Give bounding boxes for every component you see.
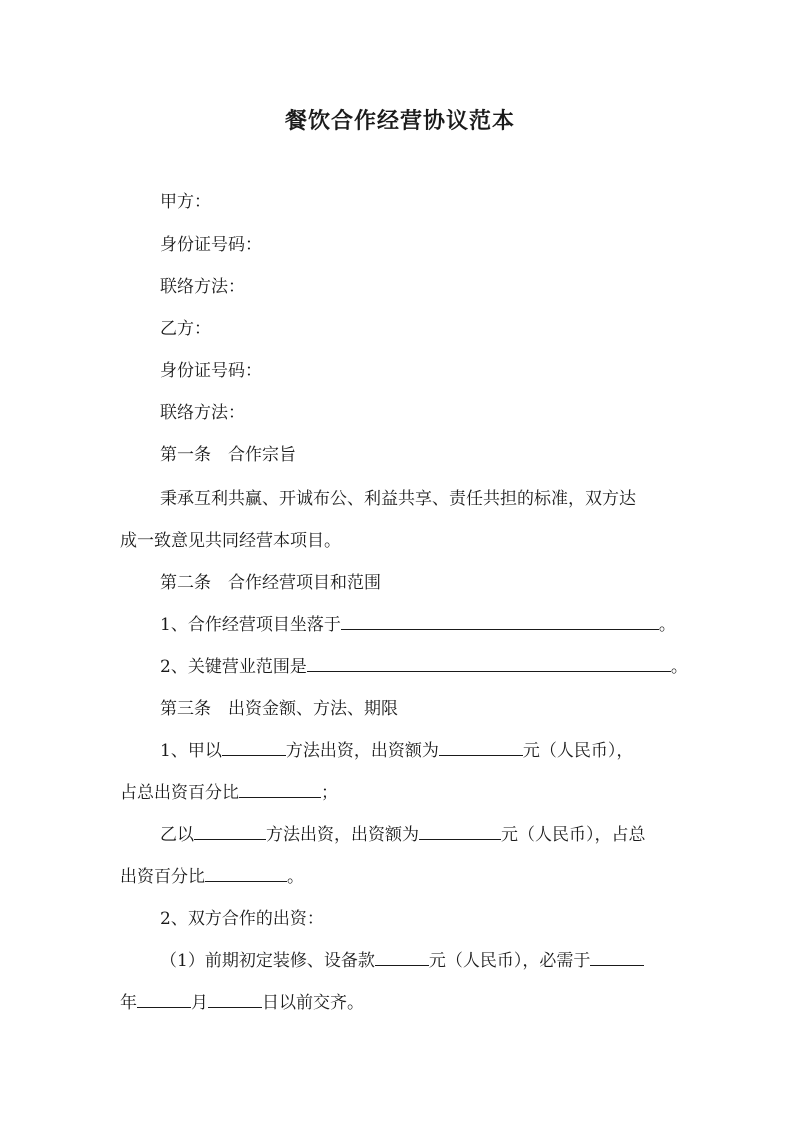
article2-item2 [160,655,688,679]
party-a-method-blank [222,739,286,756]
text: 方法出资，出资额为 [285,741,439,761]
article2-heading: 第二条 合作经营项目和范围 [160,573,381,593]
article1-body-line2: 成一致意见共同经营本项目。 [120,531,341,551]
text: 元（人民币）， [522,741,634,761]
deadline-month-blank [137,991,191,1008]
party-a-label: 甲方： [160,192,211,212]
text: 乙以 [160,825,194,845]
party-a-contribution-line2 [120,781,338,805]
party-a-contribution-line1 [160,739,633,763]
text: （1）前期初定装修、设备款 [160,951,375,971]
text: 日以前交齐。 [262,993,364,1013]
text: 方法出资，出资额为 [266,825,419,845]
deadline-year-blank [590,949,644,966]
document-title: 餐饮合作经营协议范本 [284,108,515,134]
text: ； [321,783,338,803]
deadline-day-blank [208,991,262,1008]
party-b-id-label: 身份证号码： [160,361,262,381]
party-b-contribution-line1 [160,823,646,847]
party-b-label: 乙方： [160,319,211,339]
text: 。 [287,867,304,887]
party-b-contact-label: 联络方法： [160,403,245,423]
renovation-line2 [120,991,364,1015]
article2-item1 [160,613,676,637]
renovation-amount-blank [375,949,429,966]
party-a-contact-label: 联络方法： [160,277,245,297]
party-a-id-label: 身份证号码： [160,235,262,255]
party-b-method-blank [194,823,266,840]
text: 1、甲以 [160,741,222,761]
business-scope-blank [307,655,671,672]
article3-item2: 2、双方合作的出资： [160,909,324,929]
party-a-percent-blank [239,781,321,798]
text: 占总出资百分比 [120,783,239,803]
party-b-amount-blank [419,823,501,840]
text: 元（人民币），占总 [501,825,646,845]
article1-heading: 第一条 合作宗旨 [160,445,296,465]
article1-body-line1: 秉承互利共赢、开诚布公、利益共享、责任共担的标准，双方达 [160,489,636,509]
article3-heading: 第三条 出资金额、方法、期限 [160,699,398,719]
article2-item1-text: 1、合作经营项目坐落于 [160,615,341,635]
party-a-amount-blank [439,739,523,756]
text: 元（人民币），必需于 [428,951,591,971]
article2-item2-end: 。 [670,657,688,677]
article2-item2-text: 2、关键营业范围是 [160,657,307,677]
location-blank [341,613,659,630]
renovation-line1 [160,949,644,973]
text: 年 [120,993,137,1013]
article2-item1-end: 。 [658,615,676,635]
party-b-contribution-line2 [120,865,304,889]
text: 出资百分比 [120,867,205,887]
party-b-percent-blank [205,865,287,882]
text: 月 [191,993,208,1013]
